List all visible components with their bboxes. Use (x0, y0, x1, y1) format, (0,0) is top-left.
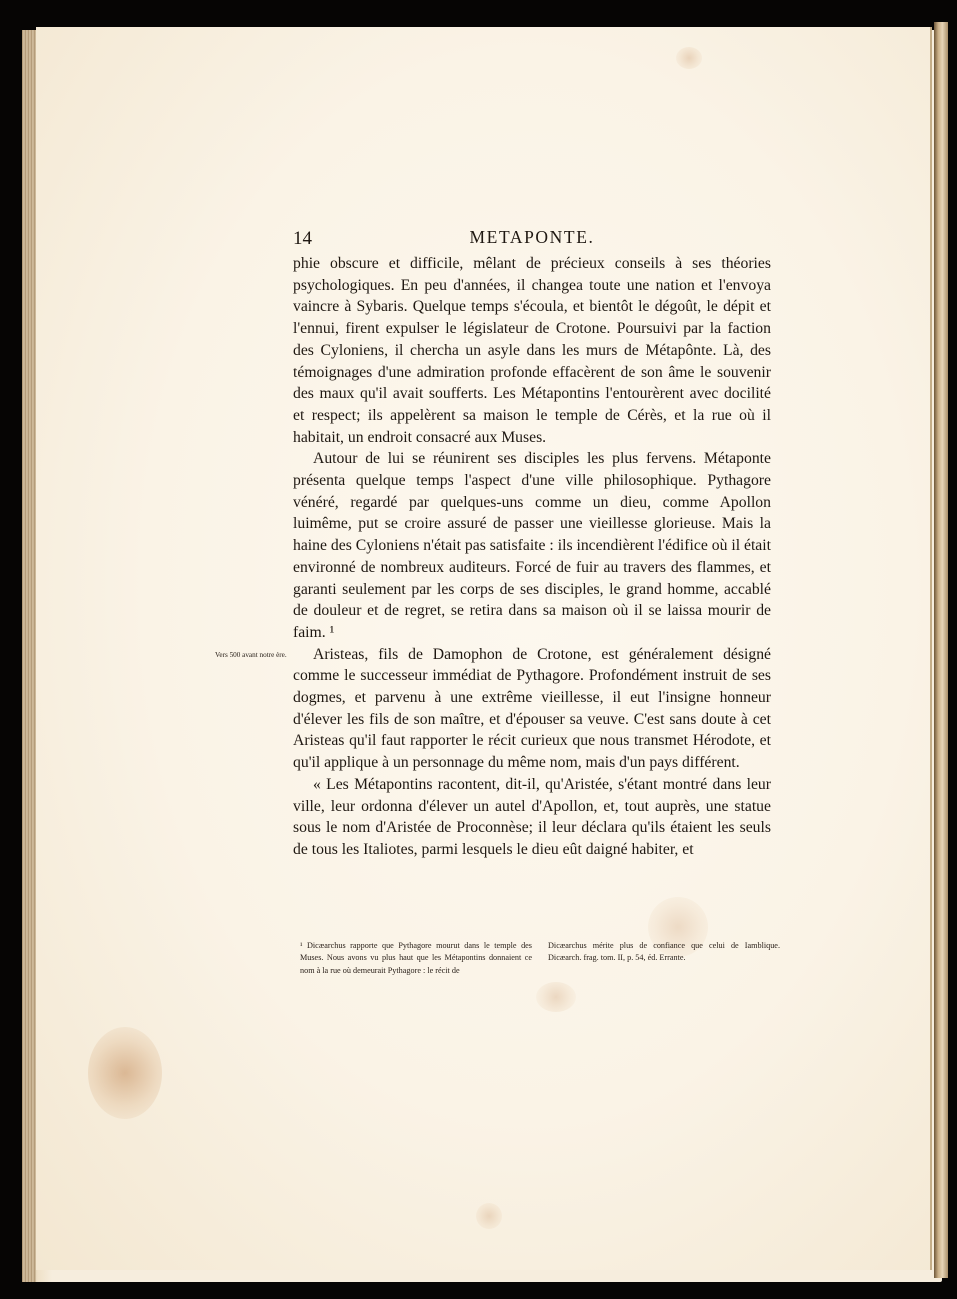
footnote-left: ¹ Dicæarchus rapporte que Pythagore mourut dans le temple des Muses. Nous avons vu plus haut que les Métapontins donnaient ce nom à la rue où demeurait Pythagore : le récit de (300, 941, 532, 975)
main-text-block (293, 221, 771, 861)
page-edges-right (934, 22, 948, 1278)
foxing-stain (476, 1203, 502, 1229)
paragraph: Aristeas, fils de Damophon de Crotone, est généralement désigné comme le successeur immédiat de Pythagore. Profondément instruit de ses dogmes, et parvenu à une extrême vieillesse, il eut l'insigne honneur d'élever les fils de son maître, et d'épouser sa veuve. C'est sans doute à cet Aristeas qu'il faut rapporter le récit curieux que nous transmet Hérodote, et qu'il applique à un personnage du même nom, mais d'un pays différent. (293, 645, 771, 772)
page-edges-left (22, 30, 36, 1282)
page-header (293, 221, 771, 253)
page-number: 14 (293, 228, 312, 249)
foxing-stain (536, 982, 576, 1012)
running-title: METAPONTE. (469, 227, 595, 247)
footnotes (300, 940, 780, 977)
foxing-stain (676, 47, 702, 69)
footnote-right: Dicæarchus mérite plus de confiance que celui de Iamblique. Dicæarch. frag. tom. II, p. 54, éd. Errante. (548, 941, 780, 963)
paragraph: Autour de lui se réunirent ses disciples les plus fervens. Métaponte présenta quelque temps l'aspect d'une ville philosophique. Pythagore vénéré, regardé par quelques-uns comme un dieu, comme Apollon luimême, put se croire assuré de passer une vieillesse glorieuse. Mais la haine des Cyloniens n'était pas satisfaite : ils incendièrent l'édifice où il était environné de nombreux auditeurs. Forcé de fuir au travers des flammes, et garanti seulement par les corps de ses disciples, le grand homme, accablé de douleur et de regret, se retira dans sa maison où il se laissa mourir de faim. ¹ (293, 450, 771, 641)
margin-note: Vers 500 avant notre ère. (215, 651, 287, 659)
paragraph: phie obscure et difficile, mêlant de précieux conseils à ses théories psychologiques. En peu d'années, il changea toute une nation et l'envoya vaincre à Sybaris. Quelque temps s'écoula, et bientôt le dégoût, le dépit et l'ennui, firent expulser le législateur de Crotone. Poursuivi par la faction des Cyloniens, il chercha un asyle dans les murs de Métapônte. Là, des témoignages d'une admiration profonde effacèrent de son âme le souvenir des maux qu'il avait soufferts. Les Métapontins l'entourèrent avec docilité et respect; ils appelèrent sa maison le temple de Cérès, et la rue où il habitait, un endroit consacré aux Muses. (293, 255, 771, 446)
paragraph: « Les Métapontins racontent, dit-il, qu'Aristée, s'étant montré dans leur ville, leur ordonna d'élever un autel d'Apollon, et, tout auprès, une statue sous le nom d'Aristée de Proconnèse; il leur déclara qu'ils étaient les seuls de tous les Italiotes, parmi lesquels le dieu eût daigné habiter, et (293, 775, 771, 858)
body-text (293, 253, 771, 861)
foxing-stain (88, 1027, 162, 1119)
